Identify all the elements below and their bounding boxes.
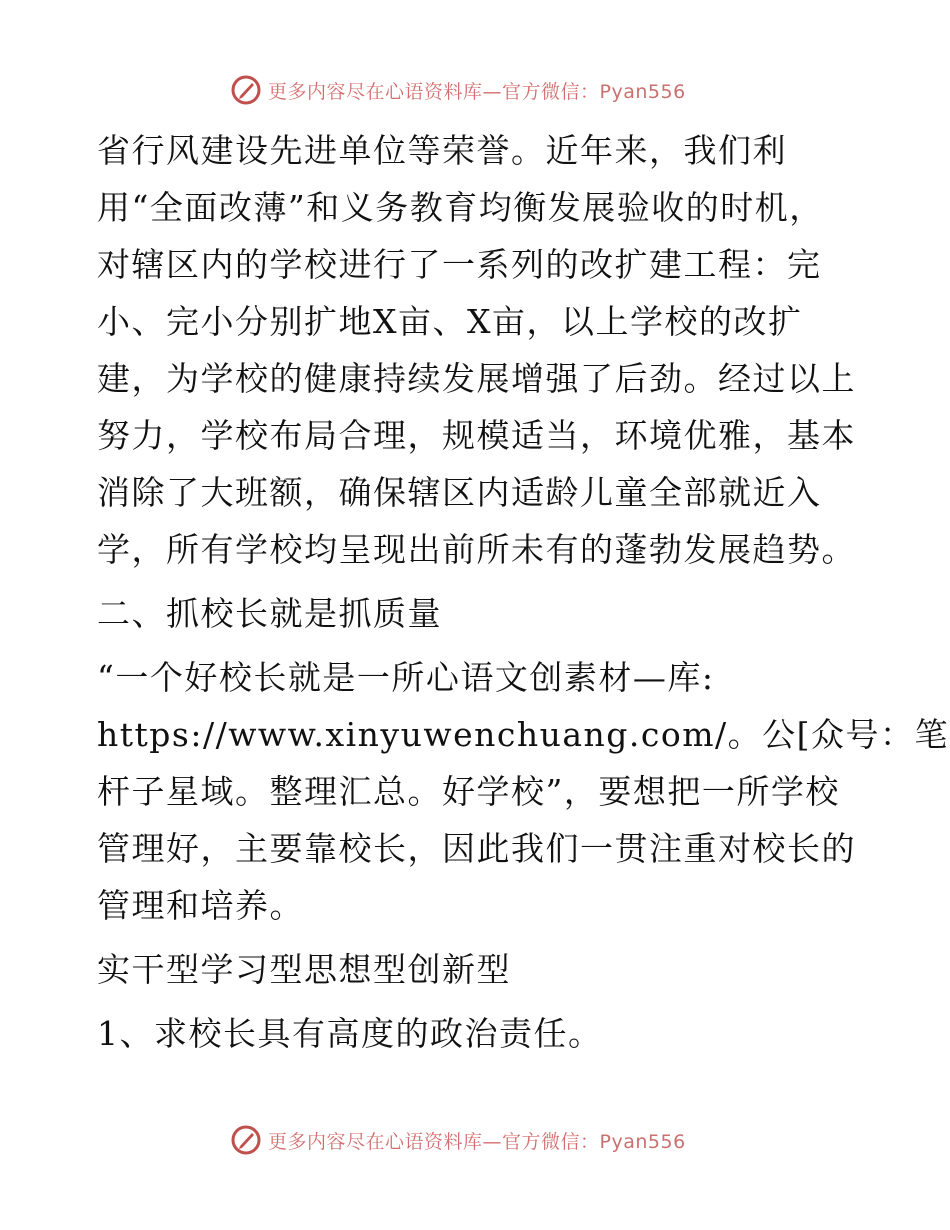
text-line: 努力，学校布局合理，规模适当，环境优雅，基本 xyxy=(97,416,856,455)
pen-logo-icon xyxy=(230,1124,262,1156)
text-line: 建，为学校的健康持续发展增强了后劲。经过以上 xyxy=(97,359,856,398)
paragraph xyxy=(97,649,950,934)
watermark-text: 更多内容尽在心语资料库—官方微信：Pyan556 xyxy=(268,80,686,103)
list-item xyxy=(97,1005,857,1062)
text-line: 省行风建设先进单位等荣誉。近年来，我们利 xyxy=(97,131,787,170)
section-heading xyxy=(97,585,857,642)
paragraph xyxy=(97,122,857,578)
text-line: https://www.xinyuwenchuang.com/。公[众号：笔 xyxy=(97,715,950,754)
text-line: 小、完小分别扩地X亩、X亩，以上学校的改扩 xyxy=(97,302,803,341)
text-line: 管理好，主要靠校长，因此我们一贯注重对校长的 xyxy=(97,829,856,868)
text-line: 消除了大班额，确保辖区内适龄儿童全部就近入 xyxy=(97,473,822,512)
text-line: 对辖区内的学校进行了一系列的改扩建工程：完 xyxy=(97,245,822,284)
watermark-text: 更多内容尽在心语资料库—官方微信：Pyan556 xyxy=(268,1130,686,1153)
heading-line: 二、抓校长就是抓质量 xyxy=(97,594,442,633)
subheading xyxy=(97,941,857,998)
text-line: 学，所有学校均呈现出前所未有的蓬勃发展趋势。 xyxy=(97,530,856,569)
text-line: 杆子星域。整理汇总。好学校”，要想把一所学校 xyxy=(97,772,840,811)
text-line: 管理和培养。 xyxy=(97,886,304,925)
document-body xyxy=(97,122,950,1062)
header-watermark xyxy=(230,70,686,110)
pen-logo-icon xyxy=(230,74,262,106)
text-line: 1、求校长具有高度的政治责任。 xyxy=(97,1014,603,1053)
text-line: “一个好校长就是一所心语文创素材—库: xyxy=(97,658,715,697)
text-line: 用“全面改薄”和义务教育均衡发展验收的时机， xyxy=(97,188,824,227)
text-line: 实干型学习型思想型创新型 xyxy=(97,950,511,989)
footer-watermark xyxy=(230,1120,686,1160)
